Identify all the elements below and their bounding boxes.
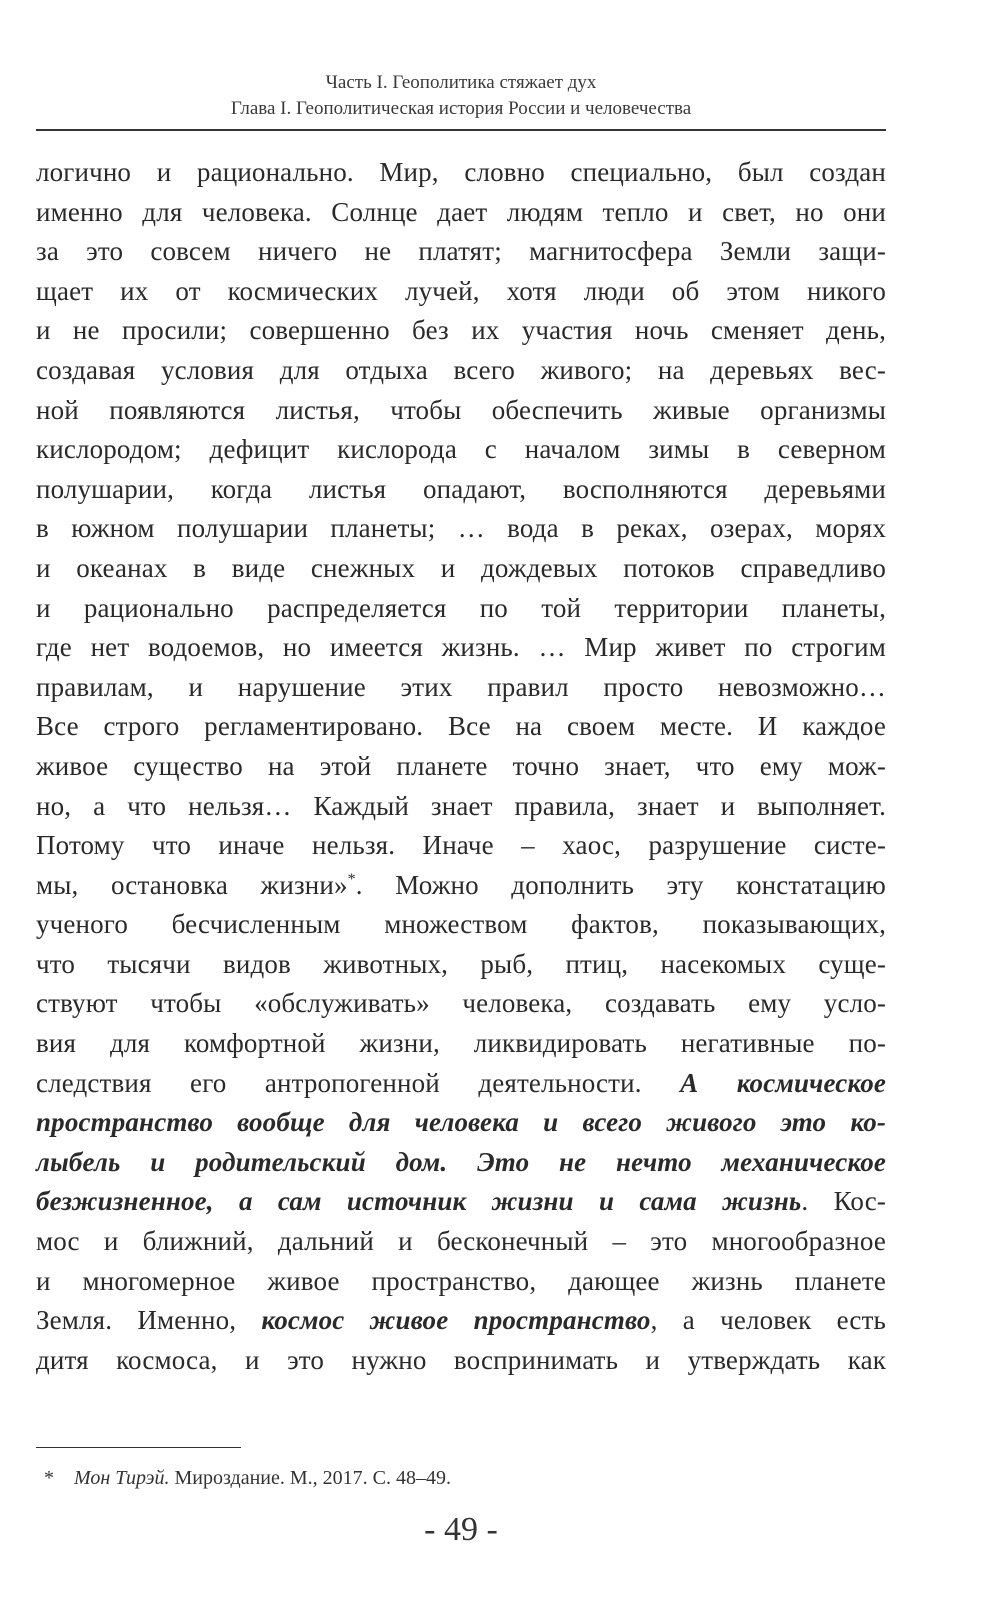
text-line — [36, 1064, 886, 1104]
text-line: что тысячи видов животных, рыб, птиц, насекомых суще- — [36, 948, 886, 979]
text-line — [36, 866, 886, 906]
text-line: в южном полушарии планеты; … вода в реках, озерах, морях — [36, 513, 886, 544]
text-line: и океанах в виде снежных и дождевых потоков справедливо — [36, 552, 886, 583]
text-run: . Можно дополнить эту констатацию — [355, 869, 886, 900]
text-line — [36, 1301, 886, 1341]
text-line: логично и рационально. Мир, словно специально, был создан — [36, 157, 886, 187]
text-line: создавая условия для отдыха всего живого; на деревьях вес- — [36, 354, 886, 385]
text-line: и многомерное живое пространство, дающее жизнь планете — [36, 1265, 886, 1296]
footnote-author: Мон Тирэй. — [74, 1467, 170, 1489]
text-line: полушарии, когда листья опадают, восполняются деревьями — [36, 473, 886, 504]
footnote-reference: * — [347, 870, 356, 888]
text-line: именно для человека. Солнце дает людям тепло и свет, но они — [36, 196, 886, 227]
footnote-text: Мироздание. М., 2017. С. 48–49. — [169, 1467, 451, 1489]
text-run: , а человек есть — [650, 1305, 886, 1336]
running-header — [36, 70, 886, 122]
footnote — [44, 1465, 451, 1491]
text-line: Потому что иначе нельзя. Иначе – хаос, разрушение систе- — [36, 830, 886, 861]
text-line: ной появляются листья, чтобы обеспечить живые организмы — [36, 394, 886, 425]
header-part-title: Часть I. Геополитика стяжает дух — [325, 72, 597, 93]
text-line: кислородом; дефицит кислорода с началом зимы в северном — [36, 434, 886, 465]
page-number: - 49 - — [424, 1511, 498, 1548]
text-line: вия для комфортной жизни, ликвидировать негативные по- — [36, 1028, 886, 1059]
header-chapter-title: Глава I. Геополитическая история России и человечества — [230, 98, 692, 119]
emphasis-text: безжизненное, а сам источник жизни и сама жизнь — [36, 1186, 802, 1217]
text-line: ученого бесчисленным множеством фактов, показывающих, — [36, 909, 886, 940]
text-line: и рационально распределяется по той территории планеты, — [36, 592, 886, 623]
text-line: дитя космоса, и это нужно воспринимать и утверждать как — [36, 1344, 886, 1375]
text-run: следствия его антропогенной деятельности. — [36, 1067, 681, 1098]
text-line: мос и ближний, дальний и бесконечный – это многообразное — [36, 1226, 886, 1257]
emphasis-text: космос живое пространство — [261, 1305, 651, 1336]
text-line: где нет водоемов, но имеется жизнь. … Мир живет по строгим — [36, 632, 886, 663]
text-line: правилам, и нарушение этих правил просто невозможно… — [36, 671, 886, 702]
text-line: ствуют чтобы «обслуживать» человека, создавать ему усло- — [36, 988, 886, 1019]
text-line: живое существо на этой планете точно знает, что ему мож- — [36, 750, 886, 781]
header-rule — [36, 129, 886, 131]
text-line: но, а что нельзя… Каждый знает правила, знает и выполняет. — [36, 790, 886, 821]
text-line: щает их от космических лучей, хотя люди об этом никого — [36, 275, 886, 306]
emphasis-text: А космическое — [680, 1067, 886, 1098]
footnote-rule — [36, 1447, 241, 1448]
text-line: и не просили; совершенно без их участия ночь сменяет день, — [36, 315, 886, 346]
text-run: Земля. Именно, — [36, 1305, 262, 1336]
main-text — [36, 153, 886, 1380]
text-run: . Кос- — [801, 1186, 886, 1217]
emphasis-line: лыбель и родительский дом. Это не нечто механическое — [36, 1146, 886, 1177]
text-line — [36, 1182, 886, 1222]
footnote-marker: * — [44, 1467, 54, 1489]
emphasis-line: пространство вообще для человека и всего живого это ко- — [36, 1107, 886, 1138]
text-line: за это совсем ничего не платят; магнитосфера Земли защи- — [36, 236, 886, 267]
text-line: Все строго регламентировано. Все на своем месте. И каждое — [36, 711, 886, 742]
text-run: мы, остановка жизни» — [36, 869, 348, 900]
